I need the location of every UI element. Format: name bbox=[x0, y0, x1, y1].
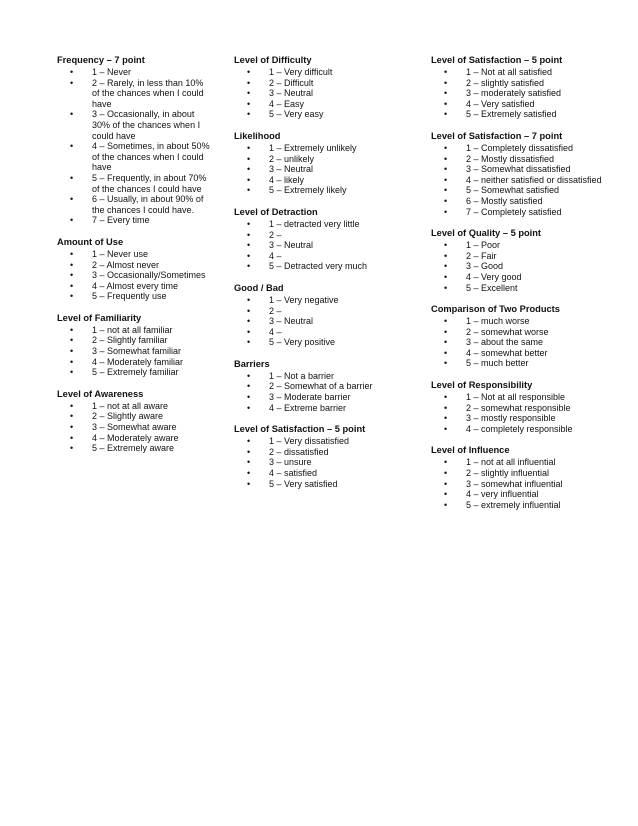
scale-section bbox=[431, 55, 611, 120]
list-item: • 2 – Difficult bbox=[234, 78, 424, 89]
section-title: Barriers bbox=[234, 358, 270, 369]
list-item: • 5 – Extremely aware bbox=[57, 443, 212, 454]
list-item: • 6 – Usually, in about 90% of the chances I could have. bbox=[57, 194, 212, 215]
scale-section bbox=[57, 237, 227, 302]
column-3 bbox=[431, 55, 611, 521]
list-item: • 4 – Easy bbox=[234, 99, 424, 110]
list-item: • 5 – Very satisfied bbox=[234, 479, 424, 490]
list-item: • 3 – Good bbox=[431, 261, 611, 272]
scale-section bbox=[234, 207, 424, 272]
list-item: • 2 – slightly influential bbox=[431, 468, 611, 479]
list-item: • 2 – bbox=[234, 230, 424, 241]
list-item: • 2 – Somewhat of a barrier bbox=[234, 381, 424, 392]
list-item: • 4 – Extreme barrier bbox=[234, 403, 424, 414]
list-item: • 5 – Frequently use bbox=[57, 291, 212, 302]
list-item: • 2 – bbox=[234, 306, 424, 317]
list-item: • 2 – slightly satisfied bbox=[431, 78, 611, 89]
scale-list bbox=[234, 436, 424, 489]
list-item: • 2 – Mostly dissatisfied bbox=[431, 154, 611, 165]
list-item: • 2 – Almost never bbox=[57, 260, 212, 271]
list-item: • 1 – Extremely unlikely bbox=[234, 143, 424, 154]
list-item: • 2 – somewhat responsible bbox=[431, 403, 611, 414]
scale-list bbox=[431, 316, 611, 369]
scale-list bbox=[431, 457, 611, 510]
list-item: • 4 – completely responsible bbox=[431, 424, 611, 435]
list-item: • 1 – Not at all responsible bbox=[431, 392, 611, 403]
list-item: • 5 – Frequently, in about 70% of the chances I could have bbox=[57, 173, 212, 194]
section-title: Level of Satisfaction – 5 point bbox=[234, 424, 366, 435]
scale-list bbox=[431, 392, 611, 434]
section-title: Level of Familiarity bbox=[57, 312, 142, 323]
list-item: • 4 – somewhat better bbox=[431, 348, 611, 359]
scale-section bbox=[234, 283, 424, 348]
scale-section bbox=[234, 424, 424, 489]
list-item: • 5 – Excellent bbox=[431, 283, 611, 294]
list-item: • 5 – much better bbox=[431, 358, 611, 369]
list-item: • 2 – dissatisfied bbox=[234, 447, 424, 458]
scale-list bbox=[234, 295, 424, 348]
list-item: • 4 – Almost every time bbox=[57, 281, 212, 292]
section-title: Level of Satisfaction – 5 point bbox=[431, 55, 563, 65]
list-item: • 5 – Very easy bbox=[234, 109, 424, 120]
list-item: • 3 – Somewhat aware bbox=[57, 422, 212, 433]
list-item: • 1 – Very difficult bbox=[234, 67, 424, 78]
list-item: • 4 – neither satisfied or dissatisfied bbox=[431, 175, 611, 186]
scale-section bbox=[57, 55, 227, 226]
scale-list bbox=[57, 325, 227, 378]
list-item: • 5 – Very positive bbox=[234, 337, 424, 348]
list-item: • 7 – Every time bbox=[57, 215, 212, 226]
list-item: • 4 – Moderately familiar bbox=[57, 357, 212, 368]
scale-list bbox=[57, 401, 227, 454]
list-item: • 3 – mostly responsible bbox=[431, 413, 611, 424]
list-item: • 2 – unlikely bbox=[234, 154, 424, 165]
section-title: Comparison of Two Products bbox=[431, 304, 560, 315]
column-2 bbox=[234, 55, 424, 500]
list-item: • 3 – Somewhat dissatisfied bbox=[431, 164, 611, 175]
list-item: • 1 – detracted very little bbox=[234, 219, 424, 230]
list-item: • 3 – Occasionally, in about 30% of the chances when I could have bbox=[57, 109, 212, 141]
list-item: • 4 – bbox=[234, 327, 424, 338]
scale-section bbox=[234, 55, 424, 120]
list-item: • 4 – Very satisfied bbox=[431, 99, 611, 110]
scale-list bbox=[234, 143, 424, 196]
scale-list bbox=[431, 67, 611, 120]
scale-list bbox=[234, 219, 424, 272]
scale-section bbox=[431, 304, 611, 369]
list-item: • 2 – Slightly aware bbox=[57, 411, 212, 422]
list-item: • 1 – Never bbox=[57, 67, 212, 78]
scale-list bbox=[431, 143, 611, 217]
list-item: • 4 – Very good bbox=[431, 272, 611, 283]
scale-list bbox=[234, 371, 424, 413]
scale-section bbox=[234, 131, 424, 196]
section-title: Level of Awareness bbox=[57, 388, 144, 399]
list-item: • 3 – unsure bbox=[234, 457, 424, 468]
scale-list bbox=[57, 67, 227, 226]
list-item: • 1 – Not a barrier bbox=[234, 371, 424, 382]
list-item: • 2 – somewhat worse bbox=[431, 327, 611, 338]
list-item: • 1 – much worse bbox=[431, 316, 611, 327]
list-item: • 1 – Poor bbox=[431, 240, 611, 251]
scale-section bbox=[431, 380, 611, 434]
section-title: Level of Detraction bbox=[234, 206, 318, 217]
list-item: • 3 – Neutral bbox=[234, 164, 424, 175]
section-title: Good / Bad bbox=[234, 282, 284, 293]
list-item: • 1 – Very dissatisfied bbox=[234, 436, 424, 447]
list-item: • 2 – Fair bbox=[431, 251, 611, 262]
list-item: • 1 – not at all influential bbox=[431, 457, 611, 468]
list-item: • 4 – Moderately aware bbox=[57, 433, 212, 444]
list-item: • 3 – Moderate barrier bbox=[234, 392, 424, 403]
section-title: Likelihood bbox=[234, 130, 281, 141]
list-item: • 5 – Extremely satisfied bbox=[431, 109, 611, 120]
list-item: • 2 – Slightly familiar bbox=[57, 335, 212, 346]
list-item: • 3 – moderately satisfied bbox=[431, 88, 611, 99]
list-item: • 6 – Mostly satisfied bbox=[431, 196, 611, 207]
list-item: • 5 – Detracted very much bbox=[234, 261, 424, 272]
list-item: • 1 – Completely dissatisfied bbox=[431, 143, 611, 154]
list-item: • 7 – Completely satisfied bbox=[431, 207, 611, 218]
section-title: Level of Satisfaction – 7 point bbox=[431, 130, 563, 141]
list-item: • 5 – Extremely familiar bbox=[57, 367, 212, 378]
section-title: Level of Responsibility bbox=[431, 380, 533, 391]
list-item: • 3 – Occasionally/Sometimes bbox=[57, 270, 212, 281]
section-title: Level of Quality – 5 point bbox=[431, 228, 542, 239]
list-item: • 3 – Neutral bbox=[234, 88, 424, 99]
list-item: • 1 – Never use bbox=[57, 249, 212, 260]
section-title: Level of Difficulty bbox=[234, 55, 312, 65]
list-item: • 3 – Neutral bbox=[234, 240, 424, 251]
section-title: Amount of Use bbox=[57, 236, 124, 247]
list-item: • 3 – about the same bbox=[431, 337, 611, 348]
scale-section bbox=[431, 131, 611, 217]
scale-list bbox=[431, 240, 611, 293]
list-item: • 3 – somewhat influential bbox=[431, 479, 611, 490]
list-item: • 3 – Neutral bbox=[234, 316, 424, 327]
list-item: • 2 – Rarely, in less than 10% of the chances when I could have bbox=[57, 78, 212, 110]
section-title: Level of Influence bbox=[431, 445, 510, 456]
list-item: • 5 – Somewhat satisfied bbox=[431, 185, 611, 196]
list-item: • 1 – Not at all satisfied bbox=[431, 67, 611, 78]
list-item: • 4 – likely bbox=[234, 175, 424, 186]
scale-section bbox=[57, 389, 227, 454]
list-item: • 1 – not at all aware bbox=[57, 401, 212, 412]
list-item: • 1 – not at all familiar bbox=[57, 325, 212, 336]
scale-list bbox=[57, 249, 227, 302]
scale-section bbox=[234, 359, 424, 413]
column-1 bbox=[57, 55, 227, 465]
list-item: • 5 – Extremely likely bbox=[234, 185, 424, 196]
section-title: Frequency – 7 point bbox=[57, 55, 145, 65]
scale-section bbox=[431, 228, 611, 293]
list-item: • 4 – bbox=[234, 251, 424, 262]
list-item: • 3 – Somewhat familiar bbox=[57, 346, 212, 357]
list-item: • 5 – extremely influential bbox=[431, 500, 611, 511]
scale-section bbox=[57, 313, 227, 378]
list-item: • 1 – Very negative bbox=[234, 295, 424, 306]
scale-list bbox=[234, 67, 424, 120]
list-item: • 4 – very influential bbox=[431, 489, 611, 500]
scale-section bbox=[431, 445, 611, 510]
list-item: • 4 – Sometimes, in about 50% of the chances when I could have bbox=[57, 141, 212, 173]
list-item: • 4 – satisfied bbox=[234, 468, 424, 479]
